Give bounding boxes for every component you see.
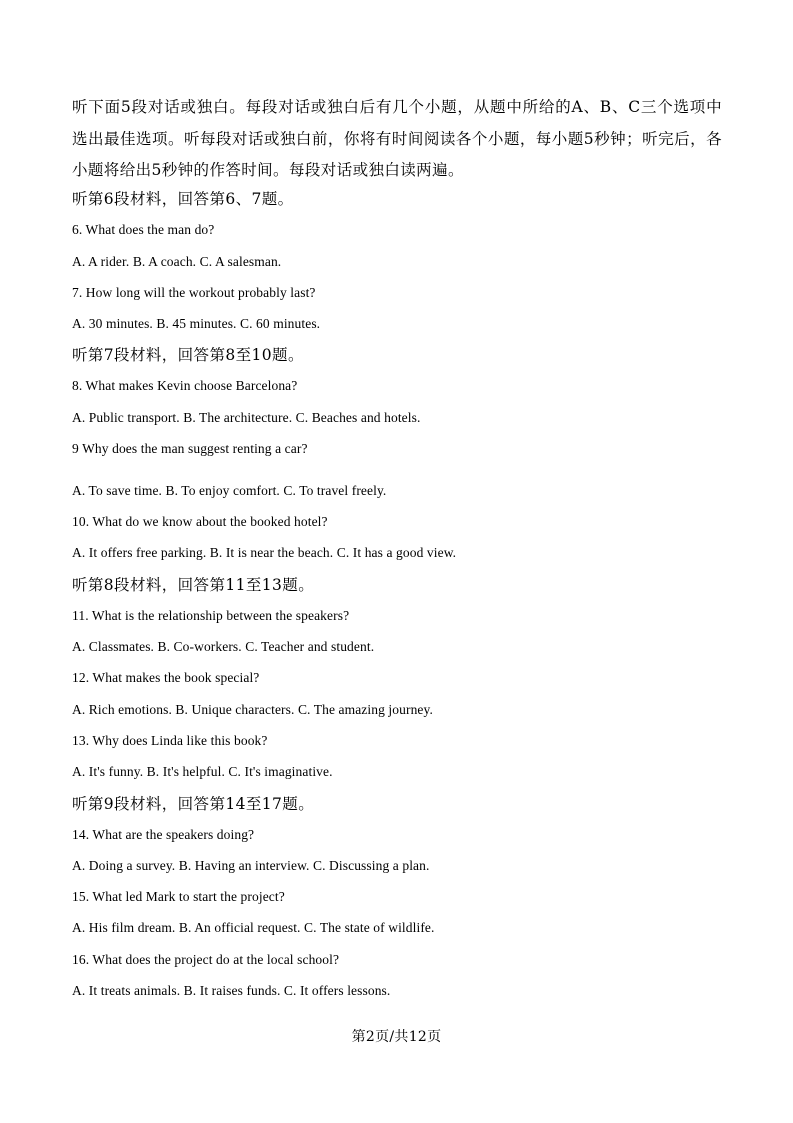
answer-options: A. It treats animals. B. It raises funds. C. It offers lessons. — [72, 983, 391, 998]
answer-options: A. Classmates. B. Co-workers. C. Teacher and student. — [72, 639, 375, 654]
answer-options: A. 30 minutes. B. 45 minutes. C. 60 minutes. — [72, 316, 321, 331]
question-text: 11. What is the relationship between the speakers? — [72, 608, 350, 623]
question-text: 8. What makes Kevin choose Barcelona? — [72, 378, 298, 393]
question-text: 16. What does the project do at the local school? — [72, 952, 340, 967]
answer-options: A. His film dream. B. An official request. C. The state of wildlife. — [72, 920, 435, 935]
question-text: 15. What led Mark to start the project? — [72, 889, 285, 904]
answer-options: A. A rider. B. A coach. C. A salesman. — [72, 254, 282, 269]
answer-options: A. Doing a survey. B. Having an interview. C. Discussing a plan. — [72, 858, 430, 873]
section-heading: 听第7段材料，回答第8至10题。 — [72, 346, 304, 364]
section-heading: 听第8段材料，回答第11至13题。 — [72, 576, 315, 594]
question-text: 10. What do we know about the booked hotel? — [72, 514, 328, 529]
answer-options: A. Rich emotions. B. Unique characters. C. The amazing journey. — [72, 702, 433, 717]
question-text: 13. Why does Linda like this book? — [72, 733, 268, 748]
answer-options: A. It's funny. B. It's helpful. C. It's imaginative. — [72, 764, 333, 779]
section-heading: 听第6段材料，回答第6、7题。 — [72, 190, 294, 208]
section-heading: 听第9段材料，回答第14至17题。 — [72, 795, 315, 813]
listening-instructions — [72, 92, 722, 187]
answer-options: A. Public transport. B. The architecture. C. Beaches and hotels. — [72, 410, 421, 425]
page-number: 第2页/共12页 — [351, 1029, 442, 1045]
question-text: 7. How long will the workout probably last? — [72, 285, 316, 300]
answer-options: A. It offers free parking. B. It is near the beach. C. It has a good view. — [72, 545, 457, 560]
instructions-text: 听下面5段对话或独白。每段对话或独白后有几个小题，从题中所给的A、B、C三个选项中选出最佳选项。听每段对话或独白前，你将有时间阅读各个小题，每小题5秒钟；听完后，各小题将给出5秒钟的作答时间。每段对话或独白读两遍。 — [72, 98, 722, 179]
question-text: 12. What makes the book special? — [72, 670, 260, 685]
question-text: 14. What are the speakers doing? — [72, 827, 255, 842]
question-text: 6. What does the man do? — [72, 222, 215, 237]
answer-options: A. To save time. B. To enjoy comfort. C. To travel freely. — [72, 483, 387, 498]
question-text: 9 Why does the man suggest renting a car? — [72, 441, 308, 456]
